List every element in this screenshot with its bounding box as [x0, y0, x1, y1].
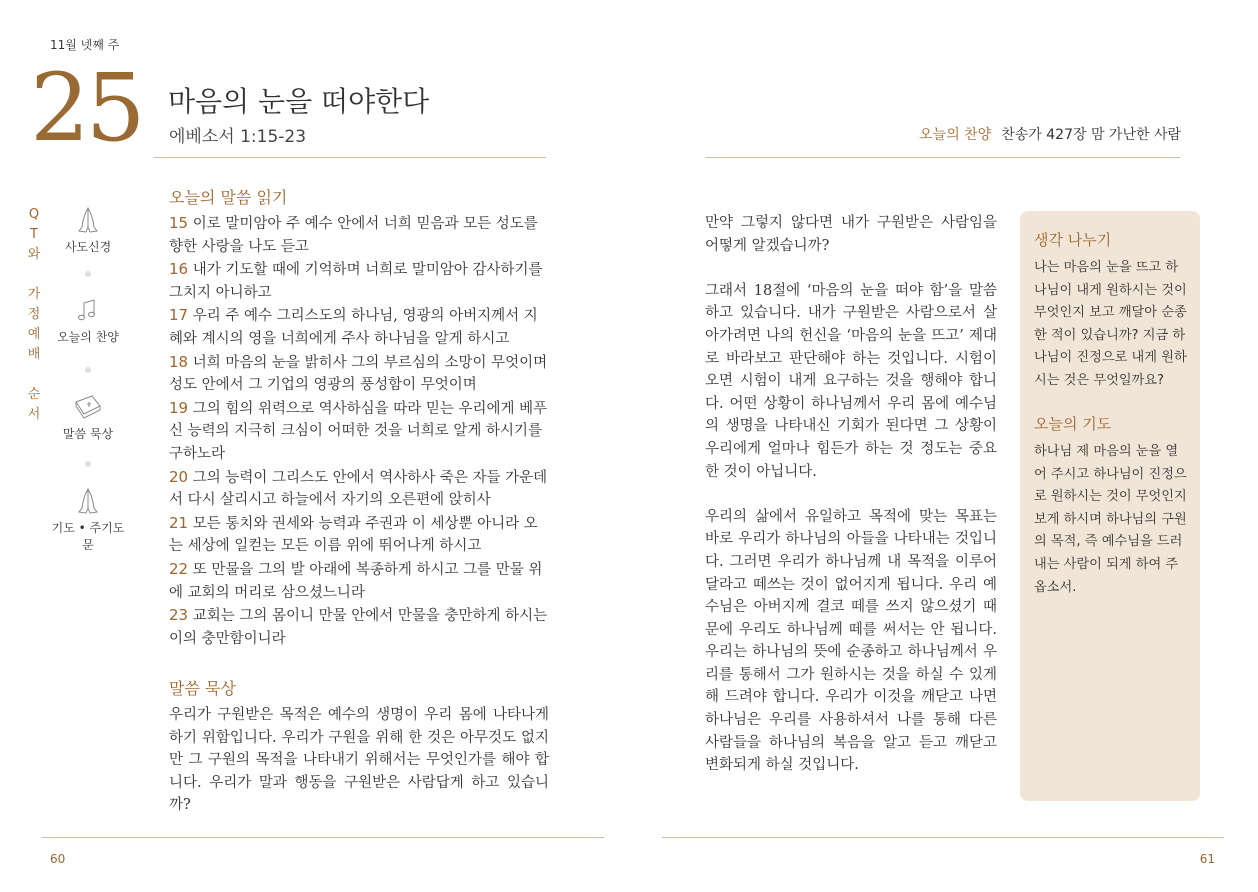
verse [169, 397, 549, 466]
praying-hands-icon [73, 205, 103, 235]
verse-text: 우리 주 예수 그리스도의 하나님, 영광의 아버지께서 지혜와 계시의 영을 너희에게 주사 하나님을 알게 하시고 [169, 308, 538, 347]
sidebar-item-label: 사도신경 [64, 240, 112, 254]
verse [169, 558, 549, 604]
vertical-gap [26, 265, 42, 285]
verse-text: 이로 말미암아 주 예수 안에서 너희 믿음과 모든 성도를 향한 사랑을 나도 듣고 [169, 216, 538, 255]
vertical-char: 와 [27, 247, 41, 262]
footer-divider-right [662, 837, 1224, 838]
reading-heading: 오늘의 말씀 읽기 [169, 188, 288, 207]
header-divider-right [706, 157, 1180, 158]
verse-number: 17 [169, 306, 189, 325]
meditation-text: 우리가 구원받은 목적은 예수의 생명이 우리 몸에 나타나게 하기 위함입니다. 우리가 구원을 위해 한 것은 아무것도 없지만 그 구원의 목적을 나타내기 위해서는 무엇인가를 해야 합니다. 우리가 말과 행동을 구원받은 사람답게 하고 있습니까? [169, 707, 549, 814]
hymn-text: 찬송가 427장 맘 가난한 사람 [1001, 127, 1181, 143]
vertical-char: 순 [27, 387, 41, 402]
vertical-char: 정 [27, 307, 41, 322]
prayer-heading: 오늘의 기도 [1034, 415, 1112, 433]
sidebar-dot [85, 271, 91, 277]
sidebar-item-meditation [48, 392, 128, 442]
sidebar-dot [85, 367, 91, 373]
vertical-char: 가 [27, 287, 41, 302]
week-label: 11월 넷째 주 [50, 38, 120, 52]
footer-divider-left [42, 837, 604, 838]
reflection-body [705, 212, 997, 799]
verse [169, 466, 549, 512]
share-text: 나는 마음의 눈을 뜨고 하나님이 내게 원하시는 것이 무엇인지 보고 깨달아 순종한 적이 있습니까? 지금 하나님이 진정으로 내게 원하시는 것은 무엇일까요? [1034, 260, 1187, 388]
praying-hands-icon [73, 486, 103, 516]
discussion-box [1020, 211, 1200, 801]
share-heading: 생각 나누기 [1034, 231, 1112, 249]
verse-text: 모든 통치와 권세와 능력과 주권과 이 세상뿐 아니라 오는 세상에 일컫는 모든 이름 위에 뛰어나게 하시고 [169, 515, 538, 555]
verse-text: 내가 기도할 때에 기억하며 너희로 말미암아 감사하기를 그치지 아니하고 [169, 262, 543, 301]
sidebar-item-creed [48, 205, 128, 255]
verse [169, 512, 549, 558]
sidebar-item-label: 기도 • 주기도문 [51, 521, 125, 552]
verse-text: 또 만물을 그의 발 아래에 복종하게 하시고 그를 만물 위에 교회의 머리로 삼으셨느니라 [169, 561, 543, 601]
verse-text: 그의 능력이 그리스도 안에서 역사하사 죽은 자들 가운데서 다시 살리시고 하늘에서 자기의 오른편에 앉히사 [169, 469, 548, 509]
sidebar-vertical-label [26, 205, 42, 425]
verse-number: 23 [169, 606, 189, 625]
sidebar-item-prayer [48, 486, 128, 553]
verse-text: 너희 마음의 눈을 밝히사 그의 부르심의 소망이 무엇이며 성도 안에서 그 기업의 영광의 풍성함이 무엇이며 [169, 354, 548, 394]
verse-number: 21 [169, 513, 189, 532]
header-divider-left [154, 157, 546, 158]
vertical-char: T [30, 227, 38, 242]
page-number-left: 60 [50, 852, 66, 866]
verse [169, 304, 549, 350]
sidebar-item-hymn [48, 297, 128, 345]
music-note-icon [73, 297, 103, 325]
vertical-char: 서 [27, 407, 41, 422]
sidebar-item-label: 말씀 묵상 [62, 427, 114, 441]
verse-number: 19 [169, 398, 189, 417]
reflection-paragraph: 만약 그렇지 않다면 내가 구원받은 사람임을 어떻게 알겠습니까? [705, 215, 997, 254]
vertical-char: Q [28, 207, 40, 222]
verse-number: 22 [169, 559, 189, 578]
verse-number: 18 [169, 352, 189, 371]
verse-text: 교회는 그의 몸이니 만물 안에서 만물을 충만하게 하시는 이의 충만함이니라 [169, 608, 548, 647]
page-number-right: 61 [1199, 852, 1215, 866]
verse-number: 15 [169, 214, 189, 232]
prayer-text: 하나님 제 마음의 눈을 열어 주시고 하나님이 진정으로 원하시는 것이 무엇인지 보게 하시며 하나님의 구원의 목적, 즉 예수님을 드러내는 사람이 되게 하여 주옵소서. [1034, 444, 1187, 595]
vertical-gap [26, 365, 42, 385]
reflection-paragraph: 그래서 18절에 ‘마음의 눈을 떠야 함’을 말씀하고 있습니다. 내가 구원받은 사람으로서 살아가려면 나의 헌신을 ‘마음의 눈을 뜨고’ 제대로 바라보고 판단해야 하는 것입니다. 시험이 오면 시험이 내게 요구하는 것을 행해야 합니다. 어떤 상황이 하나님께서 우리 몸에 예수님의 생명을 나타내신 기회가 된다면 그 상황이 우리에게 얼마나 힘든가 하는 것 정도는 중요한 것이 아닙니다. [705, 282, 997, 480]
sidebar-item-label: 오늘의 찬양 [57, 330, 119, 344]
hymn-label: 오늘의 찬양 [919, 127, 992, 143]
verse-text: 그의 힘의 위력으로 역사하심을 따라 믿는 우리에게 베푸신 능력의 지극히 크심이 어떠한 것을 너희로 알게 하시기를 구하노라 [169, 400, 548, 462]
bible-icon [72, 392, 104, 422]
reflection-paragraph: 우리의 삶에서 유일하고 목적에 맞는 목표는 바로 우리가 하나님의 아들을 나타내는 것입니다. 그러면 우리가 하나님께 내 목적을 이루어 달라고 떼쓰는 것이 없어지게 됩니다. 우리 예수님은 아버지께 결코 떼를 쓰지 않으셨기 때문에 우리도 하나님께 떼를 써서는 안 됩니다. 우리는 하나님의 뜻에 순종하고 하나님께서 우리를 통해서 그가 원하시는 것을 하실 수 있게 해 드려야 합니다. 우리가 이것을 깨닫고 나면 하나님은 우리를 사용하셔서 나를 통해 다른 사람들을 하나님의 복음을 알고 듣고 깨닫고 변화되게 하실 것입니다. [705, 508, 997, 774]
verse [169, 604, 549, 650]
verse [169, 258, 549, 304]
meditation-heading: 말씀 묵상 [169, 679, 236, 698]
hymn-line [919, 124, 1181, 144]
verse-number: 16 [169, 260, 189, 279]
day-number: 25 [30, 54, 142, 163]
sidebar-dot [85, 461, 91, 467]
verse-list [169, 212, 549, 650]
verse-number: 20 [169, 467, 189, 486]
verse [169, 351, 549, 397]
verse [169, 212, 549, 258]
page-title: 마음의 눈을 떠야한다 [168, 85, 430, 118]
vertical-char: 예 [27, 327, 41, 342]
vertical-char: 배 [27, 347, 41, 362]
scripture-reference: 에베소서 1:15-23 [169, 127, 307, 147]
